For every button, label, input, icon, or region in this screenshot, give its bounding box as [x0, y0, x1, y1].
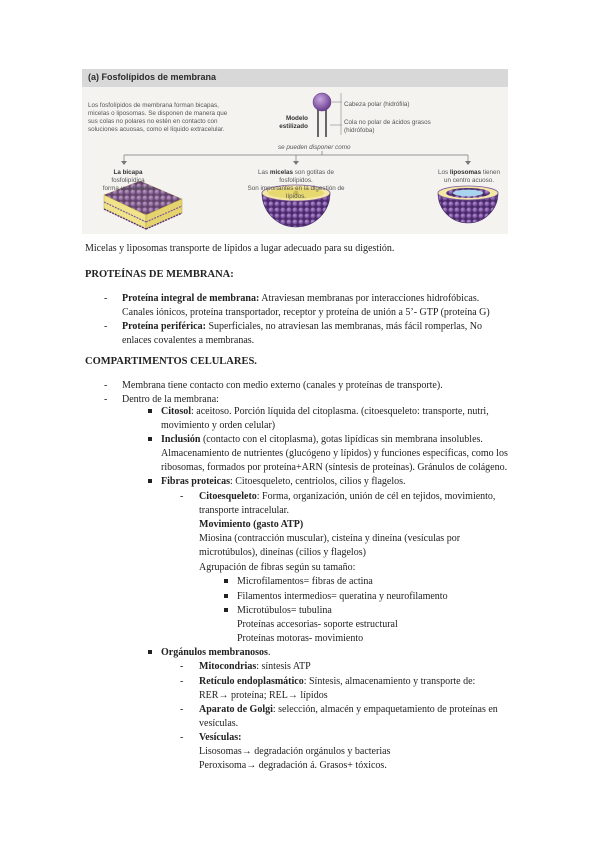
- citoesqueleto-line2: transporte intracelular.: [199, 505, 289, 516]
- organulos-term: Orgánulos membranosos: [161, 647, 268, 658]
- golgi-line2: vesículas.: [199, 718, 239, 729]
- liposome-icon: [438, 186, 498, 223]
- inclusion-text: (contacto con el citoplasma), gotas lipídicas sin membrana insolubles.: [200, 434, 483, 445]
- section-heading-compartments: COMPARTIMENTOS CELULARES.: [85, 356, 257, 367]
- integral-protein-line2: Canales iónicos, proteína transportador, receptor y proteína de unión a 5’- GTP (proteína G): [122, 307, 490, 318]
- vesiculas-heading: [199, 731, 241, 745]
- micelle-caption: [246, 169, 346, 201]
- peripheral-protein-line2: enlaces covalentes a membranas.: [122, 335, 255, 346]
- square-bullet: [148, 409, 152, 413]
- reticulo-line2: RER→ proteína; REL→ lípidos: [199, 690, 328, 701]
- micelle-caption-bold: micelas: [269, 169, 294, 176]
- agrupacion-line: Agrupación de fibras según su tamaño:: [199, 562, 356, 573]
- citoesqueleto-line1: [199, 490, 495, 504]
- branch-connector: [121, 151, 471, 165]
- square-bullet: [148, 650, 152, 654]
- mitocondrias-text: : síntesis ATP: [256, 661, 311, 672]
- citosol-term: Citosol: [161, 406, 191, 417]
- inclusion-line3: ribosomas, formados por proteína+ARN (síntesis de proteínas). Gránulos de colágeno.: [161, 462, 508, 473]
- bullet-dash: -: [180, 704, 184, 715]
- bullet-dash: -: [104, 293, 108, 304]
- square-bullet: [148, 437, 152, 441]
- section-heading-proteins: PROTEÍNAS DE MEMBRANA:: [85, 269, 234, 280]
- figure-intro: Los fosfolípidos de membrana forman bicapas, micelas o liposomas. Se disponen de manera que sus colas no polares no estén en contacto con soluciones acuosas, como el líquido extracelular.: [88, 102, 228, 133]
- fibras-term: Fibras proteicas: [161, 476, 230, 487]
- bullet-dash: -: [180, 676, 184, 687]
- mitocondrias-line: [199, 660, 311, 674]
- liposome-caption-bold: liposomas: [449, 169, 482, 176]
- liposome-caption-rest: tienen un centro acuoso.: [443, 169, 500, 184]
- micelle-caption-pre: Las: [258, 169, 270, 176]
- bullet-dash: -: [104, 321, 108, 332]
- square-bullet: [224, 594, 228, 598]
- bilayer-caption-rest: fosfolipídica forma una lámina.: [102, 177, 154, 192]
- inclusion-line1: [161, 433, 483, 447]
- reticulo-text: : Síntesis, almacenamiento y transporte de:: [303, 676, 476, 687]
- reticulo-term: Retículo endoplasmático: [199, 676, 304, 687]
- bilayer-caption-bold: La bicapa: [113, 169, 143, 176]
- head-label: Cabeza polar (hidrófila): [344, 101, 410, 108]
- figure-title: (a) Fosfolípidos de membrana: [88, 72, 217, 82]
- bullet-dash: -: [104, 380, 108, 391]
- fibras-text: : Citoesqueleto, centriolos, cilios y flagelos.: [229, 476, 406, 487]
- model-label: Modelo estilizado: [279, 115, 308, 130]
- movimiento-line2: microtúbulos), dineínas (cilios y flagelos): [199, 547, 366, 558]
- golgi-term: Aparato de Golgi: [199, 704, 273, 715]
- liposome-caption: [434, 169, 504, 185]
- mitocondrias-term: Mitocondrias: [199, 661, 257, 672]
- bullet-dash: -: [180, 732, 184, 743]
- branch-label: se pueden disponer como: [278, 144, 351, 151]
- sub-item-filamentos: Filamentos intermedios= queratina y neurofilamento: [237, 591, 448, 602]
- movimiento-line1: Miosina (contracción muscular), cisteína y dineína (vesículas por: [199, 533, 461, 544]
- bullet-dash: -: [180, 661, 184, 672]
- bilayer-caption: [98, 169, 158, 193]
- square-bullet: [224, 579, 228, 583]
- sub-item-microfilamentos: Microfilamentos= fibras de actina: [237, 576, 373, 587]
- citosol-text: : aceitoso. Porción líquida del citoplasma. (citoesqueleto: transporte, nutri,: [191, 406, 489, 417]
- inclusion-line2: Almacenamiento de nutrientes (glucógeno y lípidos) y funciones específicas, como los: [161, 448, 508, 459]
- citoesqueleto-text: : Forma, organización, unión de cél en tejidos, movimiento,: [256, 491, 496, 502]
- lisosomas-line: Lisosomas→ degradación orgánulos y bacterias: [199, 746, 391, 757]
- movimiento-term: Movimiento (gasto ATP): [199, 519, 304, 530]
- liposome-caption-pre: Los: [438, 169, 450, 176]
- figure-artwork: [82, 69, 508, 234]
- inclusion-term: Inclusión: [161, 434, 201, 445]
- phospholipid-figure: [82, 69, 508, 234]
- vesiculas-term: Vesículas:: [199, 732, 242, 743]
- bullet-dash: -: [180, 491, 184, 502]
- proteinas-accesorias-line: Proteínas accesorias- soporte estructural: [237, 619, 398, 630]
- inside-membrane-line: Dentro de la membrana:: [122, 394, 219, 405]
- integral-protein-term: Proteína integral de membrana:: [122, 293, 260, 304]
- square-bullet: [224, 608, 228, 612]
- peripheral-protein-text: Superficiales, no atraviesan las membranas, más fácil romperlas, No: [205, 321, 482, 332]
- golgi-text: : selección, almacén y empaquetamiento de proteínas en: [272, 704, 498, 715]
- citosol-line1: [161, 405, 489, 419]
- movimiento-heading: [199, 518, 303, 532]
- figure-caption: Micelas y liposomas transporte de lípidos a lugar adecuado para su digestión.: [85, 243, 395, 254]
- sub-item-microtubulos: Microtúbulos= tubulina: [237, 605, 332, 616]
- golgi-line1: [199, 703, 498, 717]
- integral-protein-line1: [122, 292, 479, 306]
- bullet-dash: -: [104, 394, 108, 405]
- organulos-dot: .: [267, 647, 271, 658]
- citoesqueleto-term: Citoesqueleto: [199, 491, 257, 502]
- fibras-line1: [161, 475, 406, 489]
- proteinas-motoras-line: Proteínas motoras- movimiento: [237, 633, 364, 644]
- membrane-line: Membrana tiene contacto con medio externo (canales y proteínas de transporte).: [122, 380, 443, 391]
- citosol-line2: movimiento y orden celular): [161, 420, 276, 431]
- peroxisoma-line: Peroxisoma→ degradación á. Grasos+ tóxicos.: [199, 760, 387, 771]
- tail-label: Cola no polar de ácidos grasos (hidrófoba): [344, 119, 431, 134]
- micelle-caption-rest: son gotitas de fosfolípidos. Son importantes en la digestión de lípidos.: [247, 169, 345, 200]
- peripheral-protein-line1: [122, 320, 482, 334]
- integral-protein-text: Atraviesan membranas por interacciones hidrofóbicas.: [259, 293, 480, 304]
- square-bullet: [148, 479, 152, 483]
- peripheral-protein-term: Proteína periférica:: [122, 321, 206, 332]
- reticulo-line1: [199, 675, 475, 689]
- organulos-line: [161, 646, 270, 660]
- stylized-phospholipid-icon: [313, 93, 342, 137]
